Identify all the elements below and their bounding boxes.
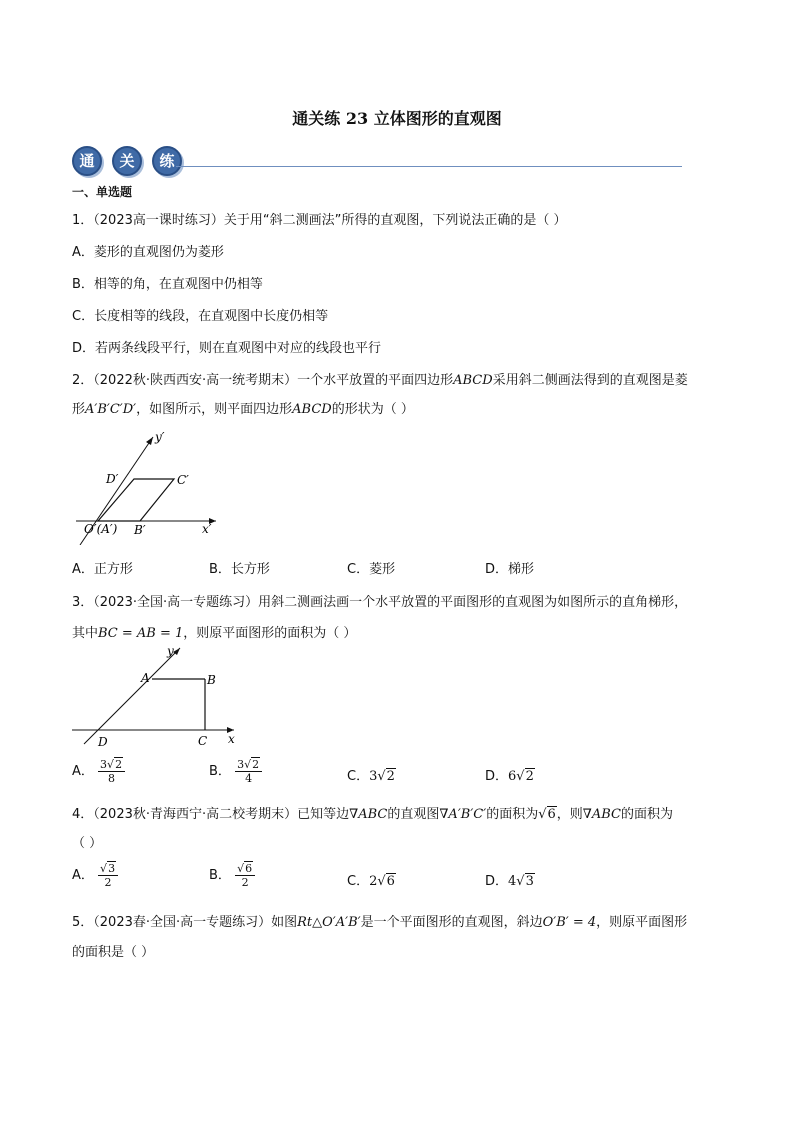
q3-option-d: D．6√2 bbox=[485, 769, 534, 784]
question-5-stem-line1: 5．（2023春·全国·高一专题练习）如图Rt△O′A′B′是一个平面图形的直观图，斜边O′B′ = 4，则原平面图形 bbox=[72, 915, 688, 930]
q2-option-c: C．菱形 bbox=[347, 562, 396, 577]
page-title: 通关练 23 立体图形的直观图 bbox=[292, 109, 502, 128]
q4-option-a: A． $\frac{√3}{2}$ bbox=[72, 862, 118, 889]
vertex-label-d: D bbox=[98, 735, 108, 749]
header-divider bbox=[176, 166, 682, 167]
logo-char: 关 bbox=[112, 146, 142, 176]
q4-option-c: C．2√6 bbox=[347, 874, 395, 889]
question-3-stem-line1: 3．（2023·全国·高一专题练习）用斜二测画法画一个水平放置的平面图形的直观图为如图所示的直角梯形， bbox=[72, 595, 688, 610]
vertex-label-d: D′ bbox=[106, 472, 119, 486]
vertex-label-c: C bbox=[198, 734, 208, 748]
q1-option-c: C．长度相等的线段，在直观图中长度仍相等 bbox=[72, 309, 329, 324]
question-3-figure bbox=[70, 644, 245, 749]
q2-option-a: A．正方形 bbox=[72, 562, 133, 577]
question-4-stem-line2: （ ） bbox=[72, 836, 103, 851]
question-5-stem-line2: 的面积是（ ） bbox=[72, 945, 155, 960]
axis-label-x: x′ bbox=[202, 522, 212, 536]
q1-option-a: A．菱形的直观图仍为菱形 bbox=[72, 245, 224, 260]
question-3-stem-line2: 其中BC = AB = 1，则原平面图形的面积为（ ） bbox=[72, 626, 357, 641]
q3-option-a: A． $\frac{3√2}{8}$ bbox=[72, 758, 125, 785]
q4-option-d: D．4√3 bbox=[485, 874, 534, 889]
question-2-stem-line2: 形A′B′C′D′，如图所示，则平面四边形ABCD的形状为（ ） bbox=[72, 402, 414, 417]
q3-option-b: B． $\frac{3√2}{4}$ bbox=[209, 758, 262, 785]
vertex-label-b: B bbox=[207, 673, 216, 687]
question-1-stem: 1．（2023高一课时练习）关于用“斜二测画法”所得的直观图，下列说法正确的是（ ） bbox=[72, 213, 567, 228]
axis-label-x: x bbox=[228, 732, 235, 746]
vertex-label-o: O′(A′) bbox=[84, 522, 118, 536]
q1-option-b: B．相等的角，在直观图中仍相等 bbox=[72, 277, 263, 292]
question-2-figure bbox=[70, 425, 230, 545]
q3-option-c: C．3√2 bbox=[347, 769, 395, 784]
q2-option-b: B．长方形 bbox=[209, 562, 270, 577]
question-2-stem-line1: 2．（2022秋·陕西西安·高一统考期末）一个水平放置的平面四边形ABCD采用斜二侧画法得到的直观图是菱 bbox=[72, 373, 688, 388]
axis-label-y: y′ bbox=[155, 430, 165, 444]
q2-option-d: D．梯形 bbox=[485, 562, 535, 577]
vertex-label-a: A bbox=[141, 671, 150, 685]
vertex-label-c: C′ bbox=[177, 473, 189, 487]
section-heading: 一、单选题 bbox=[72, 185, 133, 199]
logo-char: 练 bbox=[152, 146, 182, 176]
question-4-stem-line1: 4．（2023秋·青海西宁·高二校考期末）已知等边∇ABC的直观图∇A′B′C′的面积为√6，则∇ABC的面积为 bbox=[72, 807, 674, 822]
practice-logo bbox=[72, 146, 192, 176]
logo-char: 通 bbox=[72, 146, 102, 176]
vertex-label-b: B′ bbox=[134, 523, 146, 537]
axis-label-y: y bbox=[167, 644, 174, 658]
q1-option-d: D．若两条线段平行，则在直观图中对应的线段也平行 bbox=[72, 341, 382, 356]
q4-option-b: B． $\frac{√6}{2}$ bbox=[209, 862, 255, 889]
